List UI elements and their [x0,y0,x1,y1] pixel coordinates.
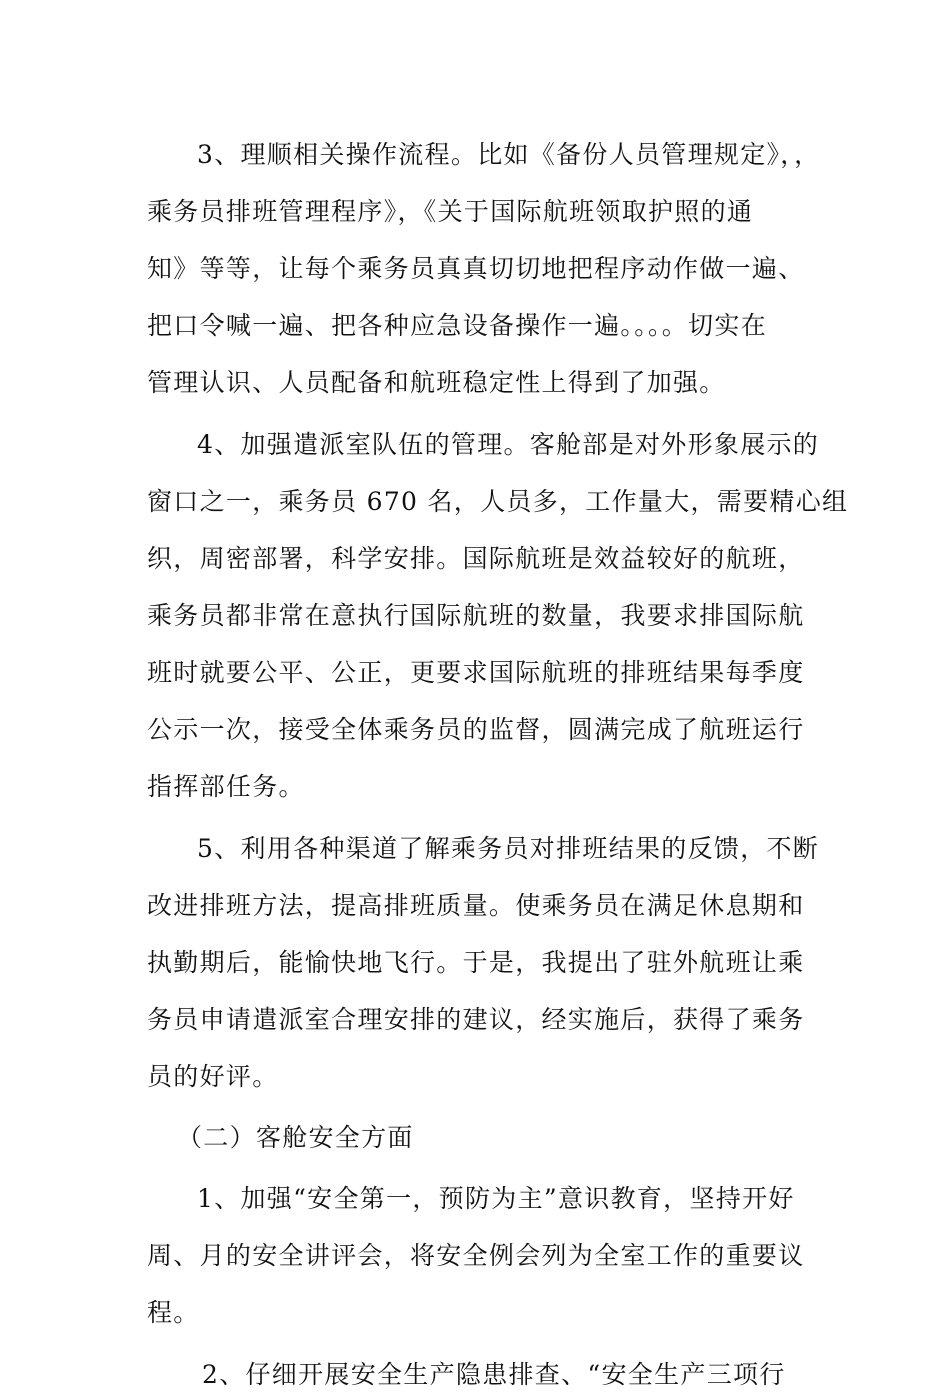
paragraph-4-line-4: 乘务员都非常在意执行国际航班的数量，我要求排国际航 [147,601,805,630]
safety-item-1-line-2: 周、月的安全讲评会，将安全例会列为全室工作的重要议 [147,1241,805,1270]
paragraph-5-line-1: 5、利用各种渠道了解乘务员对排班结果的反馈，不断 [197,834,820,863]
paragraph-3-line-5: 管理认识、人员配备和航班稳定性上得到了加强。 [147,368,726,397]
paragraph-3-line-4: 把口令喊一遍、把各种应急设备操作一遍。。。。切实在 [147,311,768,340]
paragraph-5-line-5: 员的好评。 [147,1062,279,1091]
paragraph-3-line-3: 知》等等，让每个乘务员真真切切地把程序动作做一遍、 [147,254,805,283]
paragraph-4-line-6: 公示一次，接受全体乘务员的监督，圆满完成了航班运行 [147,715,805,744]
paragraph-3-line-2: 乘务员排班管理程序》，《关于国际航班领取护照的通 [147,197,754,226]
paragraph-4-line-1: 4、加强遣派室队伍的管理。客舱部是对外形象展示的 [197,430,820,459]
paragraph-3-line-1: 3、理顺相关操作流程。比如《备份人员管理规定》，， [197,140,821,169]
safety-item-2-line-1: 2、仔细开展安全生产隐患排查、“安全生产三项行 [202,1360,786,1389]
paragraph-5-line-4: 务员申请遣派室合理安排的建议，经实施后，获得了乘务 [147,1005,805,1034]
safety-item-1-line-3: 程。 [147,1298,200,1327]
paragraph-4-line-7: 指挥部任务。 [147,772,305,801]
paragraph-5-line-3: 执勤期后，能愉快地飞行。于是，我提出了驻外航班让乘 [147,948,805,977]
paragraph-5-line-2: 改进排班方法，提高排班质量。使乘务员在满足休息期和 [147,891,805,920]
paragraph-4-line-3: 织，周密部署，科学安排。国际航班是效益较好的航班， [147,544,805,573]
paragraph-4-line-2: 窗口之一，乘务员 670 名，人员多，工作量大，需要精心组 [147,487,849,516]
paragraph-4-line-5: 班时就要公平、公正，更要求国际航班的排班结果每季度 [147,658,805,687]
section-heading-cabin-safety: （二）客舱安全方面 [177,1123,414,1152]
safety-item-1-line-1: 1、加强“安全第一，预防为主”意识教育，坚持开好 [197,1184,795,1213]
